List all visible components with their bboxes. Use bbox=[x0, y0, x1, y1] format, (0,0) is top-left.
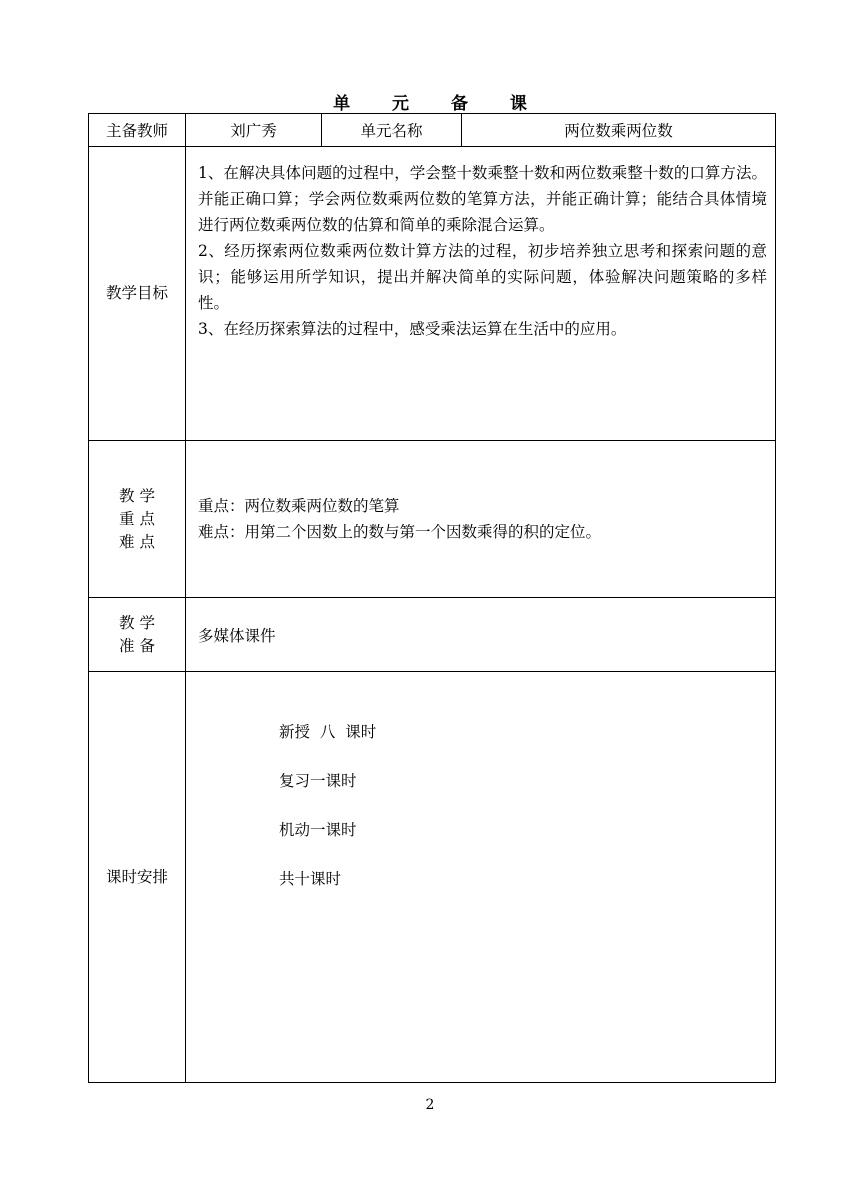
schedule-line-review: 复习一课时 bbox=[279, 772, 357, 790]
goal-item-1: 1、在解决具体问题的过程中，学会整十数乘整十数和两位数乘整十数的口算方法。并能正确口算；学会两位数乘两位数的笔算方法，并能正确计算；能结合具体情境进行两位数乘两位数的估算和简单的乘除混合运算。 bbox=[198, 164, 767, 234]
focus-label-line-2: 重 点 bbox=[119, 509, 155, 528]
preparation-label-line-1: 教 学 bbox=[119, 613, 155, 632]
header-row bbox=[89, 114, 776, 147]
focus-label-line-3: 难 点 bbox=[119, 532, 155, 551]
difficult-point: 难点：用第二个因数上的数与第一个因数乘得的积的定位。 bbox=[198, 523, 602, 541]
focus-label bbox=[89, 441, 186, 598]
unit-label: 单元名称 bbox=[322, 114, 462, 147]
schedule-row bbox=[89, 672, 776, 1083]
schedule-content bbox=[186, 672, 776, 1083]
document-title: 单 元 备 课 bbox=[333, 94, 545, 114]
focus-content bbox=[186, 441, 776, 598]
preparation-label-line-2: 准 备 bbox=[119, 636, 155, 655]
page-number: 2 bbox=[425, 1097, 435, 1113]
teacher-name: 刘广秀 bbox=[186, 114, 322, 147]
teacher-label: 主备教师 bbox=[89, 114, 186, 147]
preparation-label bbox=[89, 598, 186, 672]
schedule-line-total: 共十课时 bbox=[279, 870, 342, 888]
goal-item-2: 2、经历探索两位数乘两位数计算方法的过程，初步培养独立思考和探索问题的意识；能够运用所学知识，提出并解决简单的实际问题，体验解决问题策略的多样性。 bbox=[198, 242, 767, 312]
schedule-line-flexible: 机动一课时 bbox=[279, 821, 357, 839]
goals-row bbox=[89, 147, 776, 441]
goals-label: 教学目标 bbox=[89, 147, 186, 441]
goals-content bbox=[186, 147, 776, 441]
focus-row bbox=[89, 441, 776, 598]
unit-name: 两位数乘两位数 bbox=[462, 114, 776, 147]
unit-plan-table bbox=[88, 113, 776, 1083]
preparation-row bbox=[89, 598, 776, 672]
focus-label-line-1: 教 学 bbox=[119, 486, 155, 505]
key-point: 重点：两位数乘两位数的笔算 bbox=[198, 497, 400, 515]
schedule-label: 课时安排 bbox=[89, 672, 186, 1083]
schedule-line-new-lessons: 新授 八 课时 bbox=[279, 723, 377, 741]
preparation-content: 多媒体课件 bbox=[186, 598, 776, 672]
goal-item-3: 3、在经历探索算法的过程中，感受乘法运算在生活中的应用。 bbox=[198, 320, 627, 338]
